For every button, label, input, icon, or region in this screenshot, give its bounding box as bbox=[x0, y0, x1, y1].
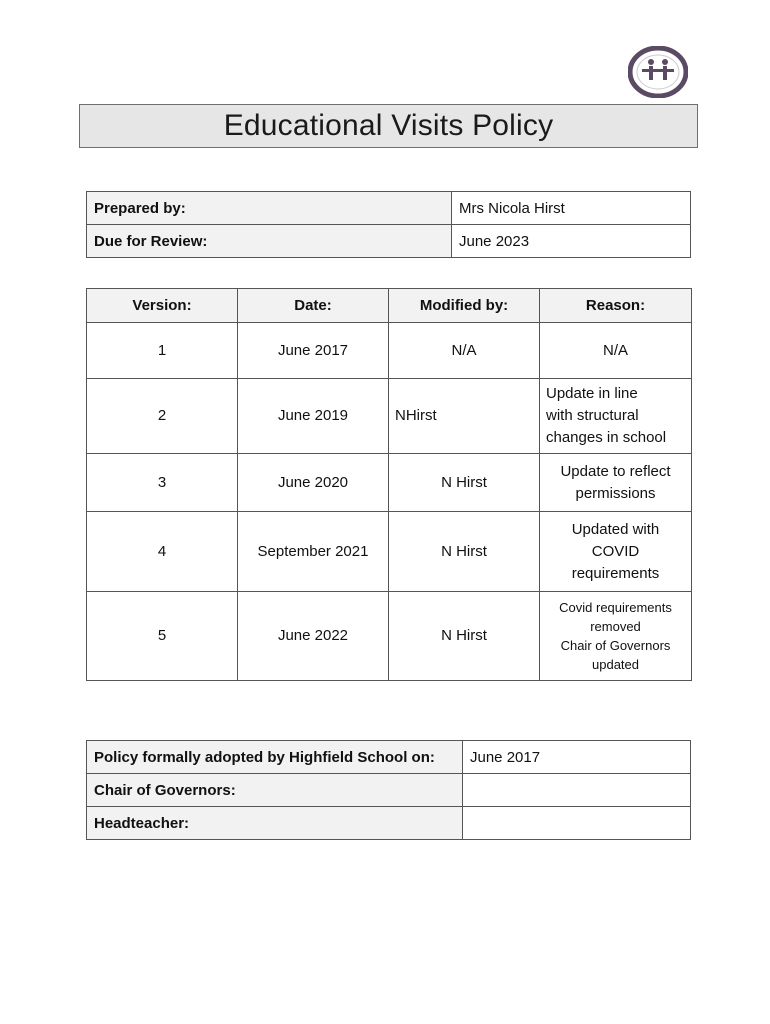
table-row bbox=[87, 323, 692, 379]
column-header-version: Version: bbox=[87, 289, 238, 323]
reason-cell bbox=[540, 323, 692, 379]
page-title: Educational Visits Policy bbox=[223, 109, 554, 142]
table-row bbox=[87, 379, 692, 454]
table-header-row bbox=[87, 289, 692, 323]
table-row bbox=[87, 512, 692, 592]
version-history-table bbox=[86, 288, 692, 681]
date-cell: September 2021 bbox=[238, 512, 389, 592]
column-header-reason: Reason: bbox=[540, 289, 692, 323]
reason-text: Updated with COVID requirements bbox=[571, 520, 660, 582]
prepared-by-value: Mrs Nicola Hirst bbox=[452, 192, 691, 225]
date-cell: June 2017 bbox=[238, 323, 389, 379]
date-cell: June 2020 bbox=[238, 454, 389, 512]
table-row bbox=[87, 192, 691, 225]
document-info-table bbox=[86, 191, 691, 258]
table-row bbox=[87, 592, 692, 681]
reason-text: N/A bbox=[602, 341, 628, 359]
reason-text: Update to reflect permissions bbox=[560, 462, 671, 502]
table-row bbox=[87, 774, 691, 807]
headteacher-value bbox=[463, 807, 691, 840]
reason-cell bbox=[540, 454, 692, 512]
version-cell: 2 bbox=[87, 379, 238, 454]
reason-cell bbox=[540, 512, 692, 592]
title-banner bbox=[79, 104, 698, 148]
table-row bbox=[87, 807, 691, 840]
reason-text: Covid requirements removed Chair of Governors updated bbox=[559, 600, 672, 672]
column-header-date: Date: bbox=[238, 289, 389, 323]
modified-by-cell: N Hirst bbox=[389, 592, 540, 681]
column-header-modified-by: Modified by: bbox=[389, 289, 540, 323]
due-for-review-value: June 2023 bbox=[452, 225, 691, 258]
reason-cell bbox=[540, 592, 692, 681]
headteacher-label: Headteacher: bbox=[87, 807, 463, 840]
chair-of-governors-value bbox=[463, 774, 691, 807]
table-row bbox=[87, 454, 692, 512]
chair-of-governors-label: Chair of Governors: bbox=[87, 774, 463, 807]
version-cell: 5 bbox=[87, 592, 238, 681]
prepared-by-label: Prepared by: bbox=[87, 192, 452, 225]
version-cell: 3 bbox=[87, 454, 238, 512]
date-cell: June 2022 bbox=[238, 592, 389, 681]
modified-by-cell: N Hirst bbox=[389, 512, 540, 592]
table-row bbox=[87, 741, 691, 774]
policy-adoption-table bbox=[86, 740, 691, 840]
modified-by-cell: N/A bbox=[389, 323, 540, 379]
version-cell: 1 bbox=[87, 323, 238, 379]
school-logo-icon bbox=[628, 46, 688, 98]
modified-by-cell: N Hirst bbox=[389, 454, 540, 512]
modified-by-cell: NHirst bbox=[389, 379, 540, 454]
table-row bbox=[87, 225, 691, 258]
reason-cell bbox=[540, 379, 692, 454]
adopted-on-value: June 2017 bbox=[463, 741, 691, 774]
due-for-review-label: Due for Review: bbox=[87, 225, 452, 258]
adopted-on-label: Policy formally adopted by Highfield School on: bbox=[87, 741, 463, 774]
reason-text: Update in line with structural changes in school bbox=[546, 385, 667, 446]
version-cell: 4 bbox=[87, 512, 238, 592]
date-cell: June 2019 bbox=[238, 379, 389, 454]
